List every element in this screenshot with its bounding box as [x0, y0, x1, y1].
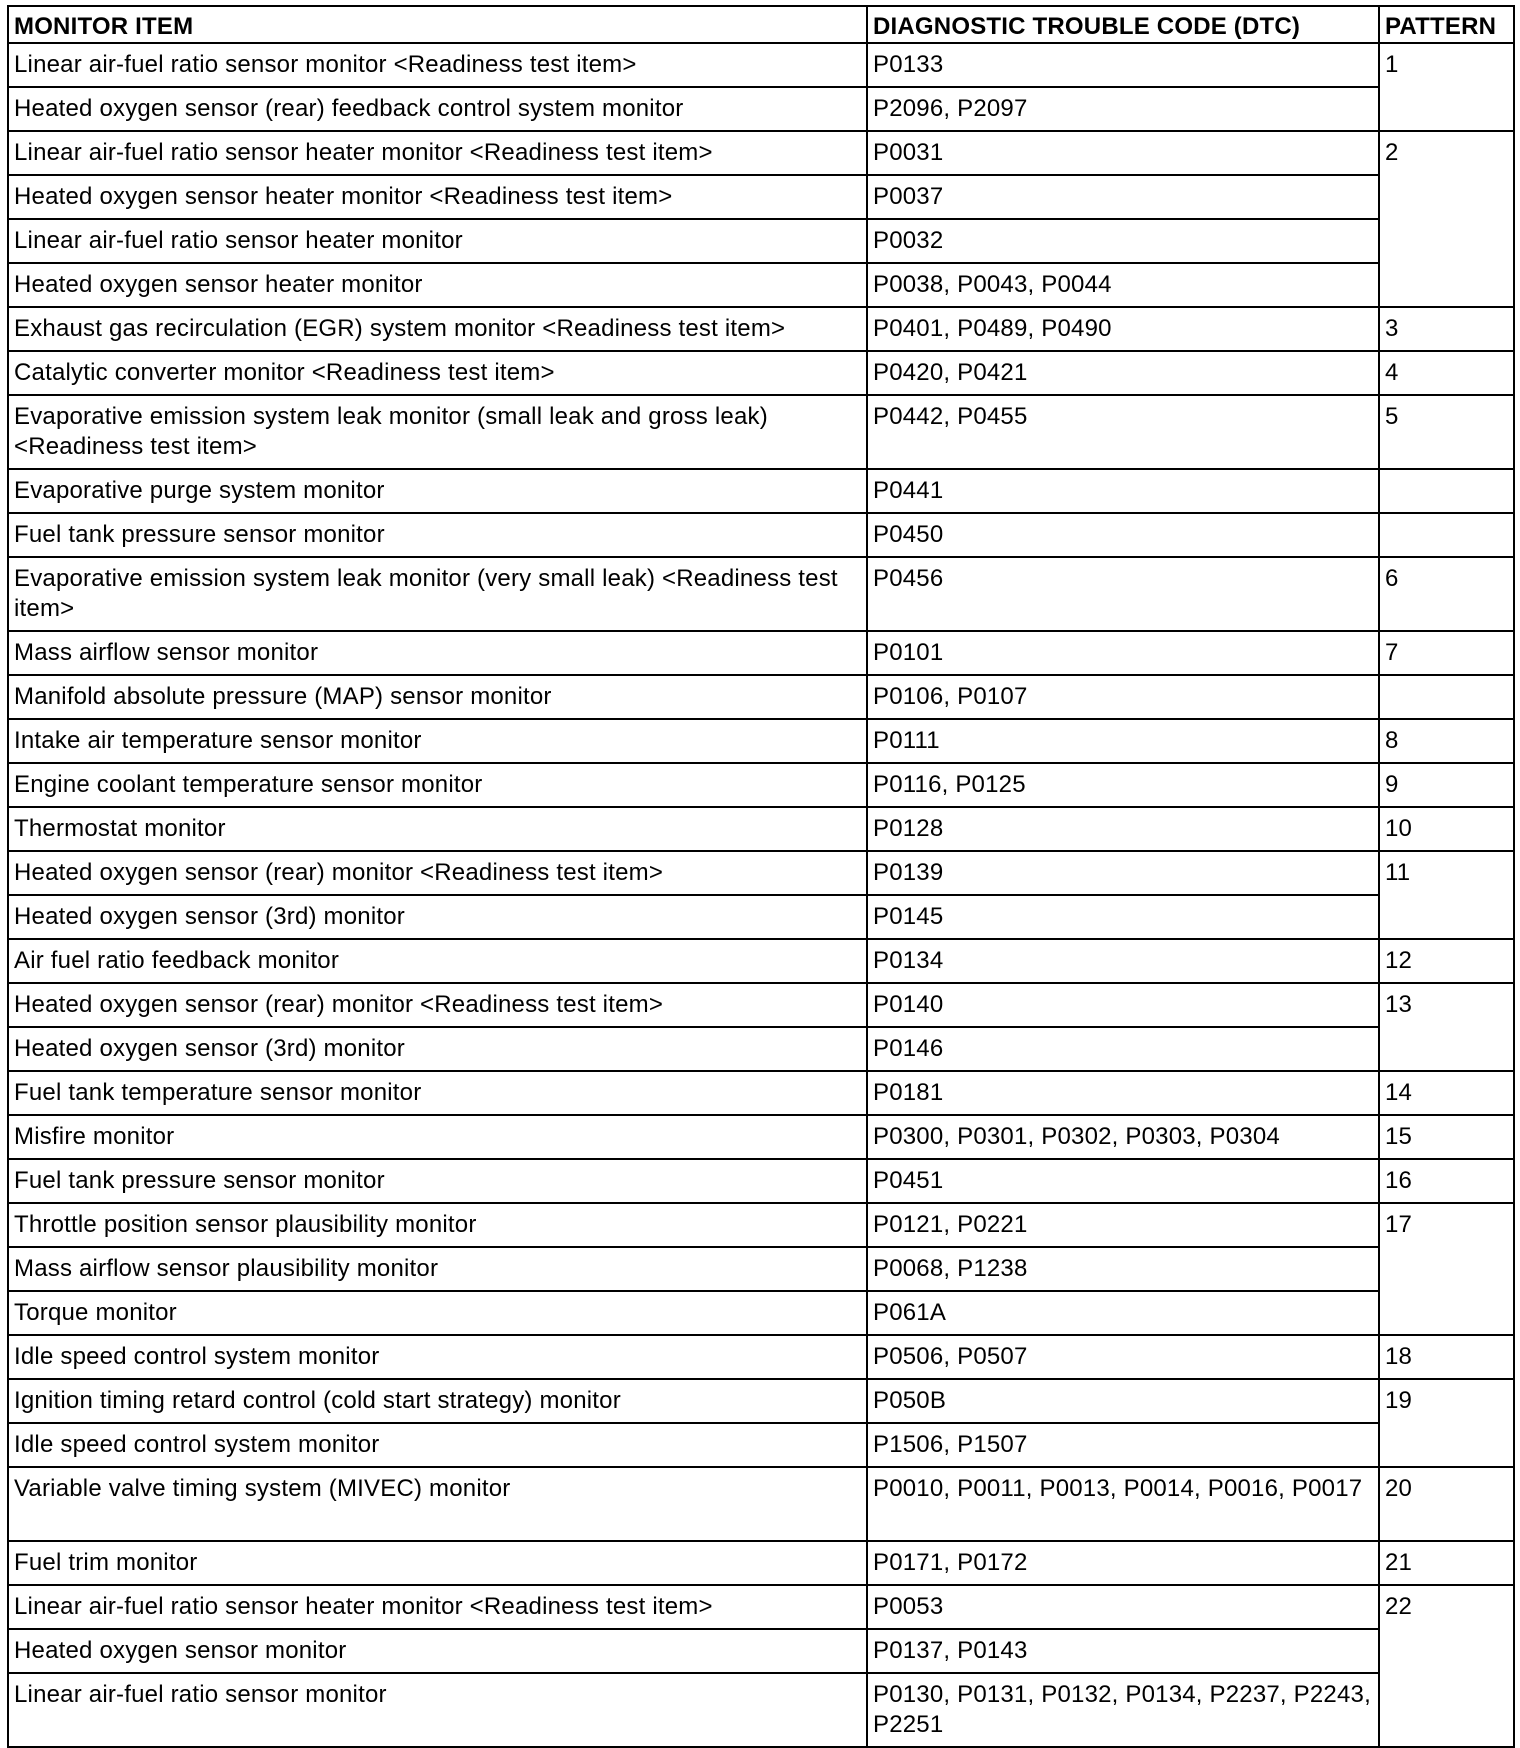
dtc-cell: P061A: [867, 1291, 1379, 1335]
table-row: [8, 1541, 1514, 1585]
table-row: [8, 1379, 1514, 1423]
monitor-item-cell: Intake air temperature sensor monitor: [8, 719, 867, 763]
table-body: [8, 43, 1514, 1747]
table-row: [8, 513, 1514, 557]
pattern-cell: 11: [1379, 851, 1514, 939]
table-row: [8, 895, 1514, 939]
dtc-cell: P0116, P0125: [867, 763, 1379, 807]
monitor-item-cell: Heated oxygen sensor (rear) monitor <Readiness test item>: [8, 983, 867, 1027]
monitor-item-cell: Evaporative purge system monitor: [8, 469, 867, 513]
dtc-cell: P0137, P0143: [867, 1629, 1379, 1673]
monitor-item-cell: Heated oxygen sensor (rear) monitor <Readiness test item>: [8, 851, 867, 895]
monitor-item-cell: Evaporative emission system leak monitor (very small leak) <Readiness test item>: [8, 557, 867, 631]
table-row: [8, 939, 1514, 983]
monitor-item-cell: Linear air-fuel ratio sensor heater monitor <Readiness test item>: [8, 1585, 867, 1629]
dtc-cell: P0456: [867, 557, 1379, 631]
pattern-cell: 16: [1379, 1159, 1514, 1203]
dtc-cell: P0420, P0421: [867, 351, 1379, 395]
table-row: [8, 631, 1514, 675]
monitor-item-cell: Throttle position sensor plausibility monitor: [8, 1203, 867, 1247]
table-row: [8, 719, 1514, 763]
table-row: [8, 763, 1514, 807]
monitor-item-cell: Evaporative emission system leak monitor (small leak and gross leak) <Readiness test item>: [8, 395, 867, 469]
monitor-item-cell: Ignition timing retard control (cold start strategy) monitor: [8, 1379, 867, 1423]
dtc-cell: P0146: [867, 1027, 1379, 1071]
table-header-row: [8, 6, 1514, 43]
table-row: [8, 1629, 1514, 1673]
pattern-cell: 12: [1379, 939, 1514, 983]
dtc-cell: P0068, P1238: [867, 1247, 1379, 1291]
monitor-item-cell: Fuel tank pressure sensor monitor: [8, 513, 867, 557]
monitor-item-cell: Idle speed control system monitor: [8, 1335, 867, 1379]
monitor-item-cell: Torque monitor: [8, 1291, 867, 1335]
pattern-cell: 9: [1379, 763, 1514, 807]
monitor-item-cell: Heated oxygen sensor (3rd) monitor: [8, 1027, 867, 1071]
pattern-cell: 10: [1379, 807, 1514, 851]
dtc-cell: P0139: [867, 851, 1379, 895]
dtc-cell: P0032: [867, 219, 1379, 263]
pattern-cell: 15: [1379, 1115, 1514, 1159]
monitor-item-cell: Mass airflow sensor plausibility monitor: [8, 1247, 867, 1291]
table-row: [8, 43, 1514, 87]
monitor-item-cell: Heated oxygen sensor (rear) feedback control system monitor: [8, 87, 867, 131]
table-row: [8, 1467, 1514, 1541]
dtc-cell: P0133: [867, 43, 1379, 87]
dtc-cell: P0171, P0172: [867, 1541, 1379, 1585]
pattern-cell: 20: [1379, 1467, 1514, 1541]
monitor-item-cell: Manifold absolute pressure (MAP) sensor monitor: [8, 675, 867, 719]
table-row: [8, 469, 1514, 513]
dtc-cell: P0134: [867, 939, 1379, 983]
monitor-item-cell: Linear air-fuel ratio sensor monitor <Readiness test item>: [8, 43, 867, 87]
table-row: [8, 1291, 1514, 1335]
pattern-cell: 18: [1379, 1335, 1514, 1379]
monitor-item-cell: Idle speed control system monitor: [8, 1423, 867, 1467]
header-pattern: PATTERN: [1379, 6, 1514, 43]
dtc-cell: P0128: [867, 807, 1379, 851]
dtc-cell: P0451: [867, 1159, 1379, 1203]
table-row: [8, 1673, 1514, 1747]
table-row: [8, 131, 1514, 175]
monitor-item-cell: Fuel tank pressure sensor monitor: [8, 1159, 867, 1203]
dtc-cell: P0101: [867, 631, 1379, 675]
table-row: [8, 983, 1514, 1027]
monitor-item-cell: Thermostat monitor: [8, 807, 867, 851]
dtc-cell: P0130, P0131, P0132, P0134, P2237, P2243, P2251: [867, 1673, 1379, 1747]
header-dtc: DIAGNOSTIC TROUBLE CODE (DTC): [867, 6, 1379, 43]
pattern-cell: 4: [1379, 351, 1514, 395]
dtc-cell: P0506, P0507: [867, 1335, 1379, 1379]
dtc-cell: P2096, P2097: [867, 87, 1379, 131]
header-monitor-item: MONITOR ITEM: [8, 6, 867, 43]
monitor-item-cell: Misfire monitor: [8, 1115, 867, 1159]
pattern-cell: [1379, 469, 1514, 513]
monitor-item-cell: Fuel trim monitor: [8, 1541, 867, 1585]
monitor-item-cell: Engine coolant temperature sensor monitor: [8, 763, 867, 807]
monitor-item-cell: Air fuel ratio feedback monitor: [8, 939, 867, 983]
pattern-cell: 7: [1379, 631, 1514, 675]
monitor-item-cell: Fuel tank temperature sensor monitor: [8, 1071, 867, 1115]
dtc-cell: P0121, P0221: [867, 1203, 1379, 1247]
pattern-cell: 14: [1379, 1071, 1514, 1115]
pattern-cell: 1: [1379, 43, 1514, 131]
monitor-item-cell: Exhaust gas recirculation (EGR) system monitor <Readiness test item>: [8, 307, 867, 351]
monitor-item-cell: Linear air-fuel ratio sensor heater monitor: [8, 219, 867, 263]
table-row: [8, 557, 1514, 631]
table-row: [8, 263, 1514, 307]
pattern-cell: [1379, 675, 1514, 719]
table-row: [8, 1027, 1514, 1071]
dtc-cell: P0037: [867, 175, 1379, 219]
table-row: [8, 351, 1514, 395]
table-row: [8, 1203, 1514, 1247]
table-row: [8, 807, 1514, 851]
table-row: [8, 1115, 1514, 1159]
pattern-cell: 13: [1379, 983, 1514, 1071]
pattern-cell: 17: [1379, 1203, 1514, 1335]
monitor-item-cell: Heated oxygen sensor (3rd) monitor: [8, 895, 867, 939]
table-row: [8, 395, 1514, 469]
pattern-cell: 3: [1379, 307, 1514, 351]
dtc-cell: P0111: [867, 719, 1379, 763]
table-row: [8, 1423, 1514, 1467]
dtc-cell: P0031: [867, 131, 1379, 175]
dtc-cell: P0145: [867, 895, 1379, 939]
table-row: [8, 1585, 1514, 1629]
pattern-cell: 21: [1379, 1541, 1514, 1585]
dtc-cell: P0010, P0011, P0013, P0014, P0016, P0017: [867, 1467, 1379, 1541]
dtc-cell: P0181: [867, 1071, 1379, 1115]
dtc-cell: P0450: [867, 513, 1379, 557]
dtc-cell: P0300, P0301, P0302, P0303, P0304: [867, 1115, 1379, 1159]
monitor-item-cell: Linear air-fuel ratio sensor monitor: [8, 1673, 867, 1747]
dtc-cell: P0106, P0107: [867, 675, 1379, 719]
dtc-cell: P0401, P0489, P0490: [867, 307, 1379, 351]
monitor-item-cell: Heated oxygen sensor heater monitor <Readiness test item>: [8, 175, 867, 219]
dtc-cell: P1506, P1507: [867, 1423, 1379, 1467]
dtc-cell: P0038, P0043, P0044: [867, 263, 1379, 307]
monitor-item-cell: Heated oxygen sensor monitor: [8, 1629, 867, 1673]
monitor-item-cell: Variable valve timing system (MIVEC) monitor: [8, 1467, 867, 1541]
monitor-item-cell: Mass airflow sensor monitor: [8, 631, 867, 675]
monitor-item-cell: Heated oxygen sensor heater monitor: [8, 263, 867, 307]
monitor-dtc-table-container: [7, 5, 1513, 1748]
table-row: [8, 675, 1514, 719]
monitor-item-cell: Catalytic converter monitor <Readiness test item>: [8, 351, 867, 395]
dtc-cell: P0053: [867, 1585, 1379, 1629]
dtc-cell: P050B: [867, 1379, 1379, 1423]
pattern-cell: 2: [1379, 131, 1514, 307]
table-row: [8, 851, 1514, 895]
monitor-item-cell: Linear air-fuel ratio sensor heater monitor <Readiness test item>: [8, 131, 867, 175]
dtc-cell: P0441: [867, 469, 1379, 513]
table-row: [8, 1247, 1514, 1291]
table-row: [8, 1071, 1514, 1115]
table-row: [8, 175, 1514, 219]
table-row: [8, 87, 1514, 131]
monitor-dtc-table: [7, 5, 1515, 1748]
dtc-cell: P0442, P0455: [867, 395, 1379, 469]
pattern-cell: 19: [1379, 1379, 1514, 1467]
pattern-cell: 5: [1379, 395, 1514, 469]
table-row: [8, 1159, 1514, 1203]
pattern-cell: 22: [1379, 1585, 1514, 1747]
pattern-cell: 6: [1379, 557, 1514, 631]
table-row: [8, 1335, 1514, 1379]
pattern-cell: [1379, 513, 1514, 557]
dtc-cell: P0140: [867, 983, 1379, 1027]
table-row: [8, 219, 1514, 263]
pattern-cell: 8: [1379, 719, 1514, 763]
table-row: [8, 307, 1514, 351]
